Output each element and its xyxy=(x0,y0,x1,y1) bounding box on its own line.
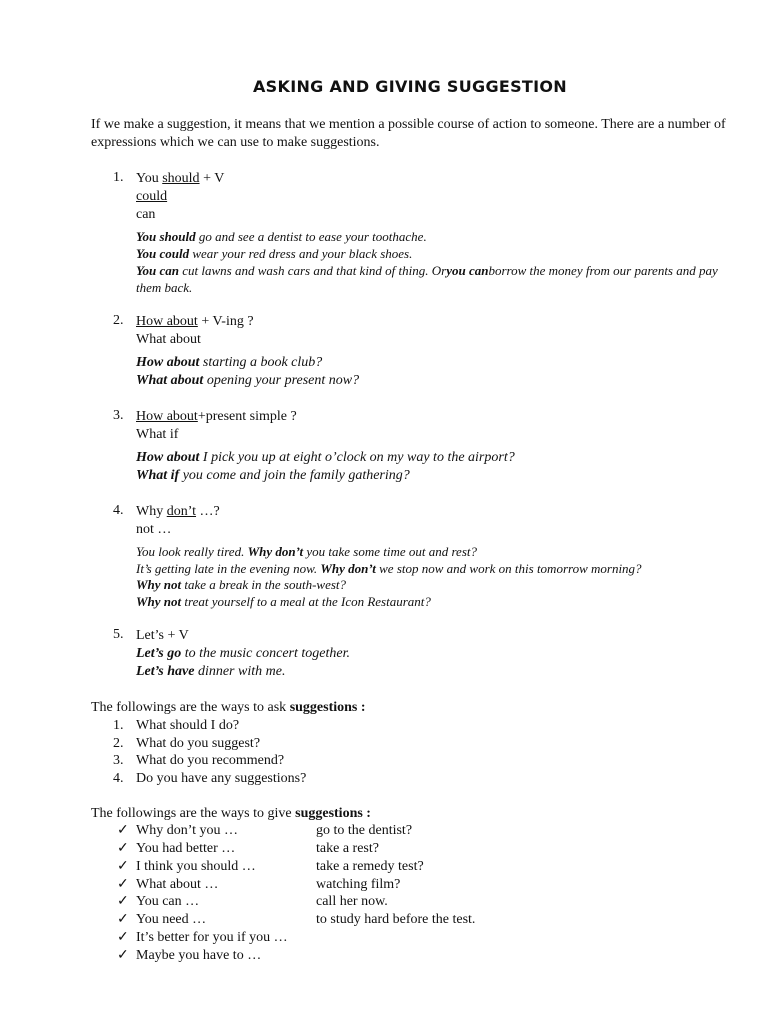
give-completion: take a rest? xyxy=(316,841,379,856)
example-line: What if you come and join the family gathering? xyxy=(136,468,410,483)
checkmark-icon: ✓ xyxy=(117,859,129,874)
checkmark-icon: ✓ xyxy=(117,912,129,927)
give-completion: go to the dentist? xyxy=(316,823,413,838)
list-number: 3. xyxy=(113,753,124,768)
checkmark-icon: ✓ xyxy=(117,841,129,856)
example-line: You could wear your red dress and your black shoes. xyxy=(136,246,413,261)
section-formula: How about + V-ing ? xyxy=(136,314,254,329)
keyword: How about xyxy=(136,314,198,329)
give-completion: watching film? xyxy=(316,877,401,892)
list-item: What do you recommend? xyxy=(136,753,285,768)
give-phrase: You had better … xyxy=(136,841,236,856)
section-formula: How about+present simple ? xyxy=(136,409,297,424)
alternative: What if xyxy=(136,427,179,442)
example-line: How about starting a book club? xyxy=(136,355,323,370)
give-phrase: I think you should … xyxy=(136,859,256,874)
example-line: Let’s go to the music concert together. xyxy=(136,646,350,661)
checkmark-icon: ✓ xyxy=(117,877,129,892)
example-line: You should go and see a dentist to ease your toothache. xyxy=(136,229,427,244)
example-line: You can cut lawns and wash cars and that kind of thing. Oryou canborrow the money from our parents and pay them back. xyxy=(136,263,718,295)
example-line: Why not treat yourself to a meal at the Icon Restaurant? xyxy=(136,594,431,609)
example-line: It’s getting late in the evening now. Why don’t we stop now and work on this tomorrow morning? xyxy=(136,561,642,576)
give-phrase: Maybe you have to … xyxy=(136,948,262,963)
list-number: 4. xyxy=(113,771,124,786)
example-line: Let’s have dinner with me. xyxy=(136,664,286,679)
give-phrase: You can … xyxy=(136,894,200,909)
page-title: ASKING AND GIVING SUGGESTION xyxy=(253,77,567,96)
list-number: 1. xyxy=(113,718,124,733)
alternative: can xyxy=(136,207,156,222)
intro-paragraph: If we make a suggestion, it means that we mention a possible course of action to someone. There are a number of expressions which we can use to make suggestions. xyxy=(91,117,726,150)
section-formula: Why don’t …? xyxy=(136,504,220,519)
section-formula: Let’s + V xyxy=(136,628,189,643)
give-heading: The followings are the ways to give suggestions : xyxy=(91,806,371,821)
example-line: What about opening your present now? xyxy=(136,373,360,388)
list-item: Do you have any suggestions? xyxy=(136,771,307,786)
section-number: 4. xyxy=(113,503,124,518)
example-line: You look really tired. Why don’t you take some time out and rest? xyxy=(136,544,477,559)
alternative: could xyxy=(136,189,168,204)
section-number: 1. xyxy=(113,170,124,185)
give-phrase: What about … xyxy=(136,877,219,892)
list-item: What should I do? xyxy=(136,718,240,733)
section-number: 2. xyxy=(113,313,124,328)
give-phrase: It’s better for you if you … xyxy=(136,930,288,945)
keyword: don’t xyxy=(166,504,197,519)
give-completion: call her now. xyxy=(316,894,388,909)
ask-heading: The followings are the ways to ask suggestions : xyxy=(91,700,366,715)
give-phrase: You need … xyxy=(136,912,207,927)
example-line: How about I pick you up at eight o’clock on my way to the airport? xyxy=(136,450,515,465)
checkmark-icon: ✓ xyxy=(117,930,129,945)
give-completion: take a remedy test? xyxy=(316,859,424,874)
list-number: 2. xyxy=(113,736,124,751)
alternative: What about xyxy=(136,332,201,347)
keyword: How about xyxy=(136,409,198,424)
alternative: not … xyxy=(136,522,172,537)
give-phrase: Why don’t you … xyxy=(136,823,239,838)
section-number: 3. xyxy=(113,408,124,423)
checkmark-icon: ✓ xyxy=(117,948,129,963)
list-item: What do you suggest? xyxy=(136,736,261,751)
keyword: should xyxy=(162,171,200,186)
section-formula: You should + V xyxy=(136,171,225,186)
checkmark-icon: ✓ xyxy=(117,823,129,838)
give-completion: to study hard before the test. xyxy=(316,912,476,927)
checkmark-icon: ✓ xyxy=(117,894,129,909)
section-number: 5. xyxy=(113,627,124,642)
example-line: Why not take a break in the south-west? xyxy=(136,577,347,592)
